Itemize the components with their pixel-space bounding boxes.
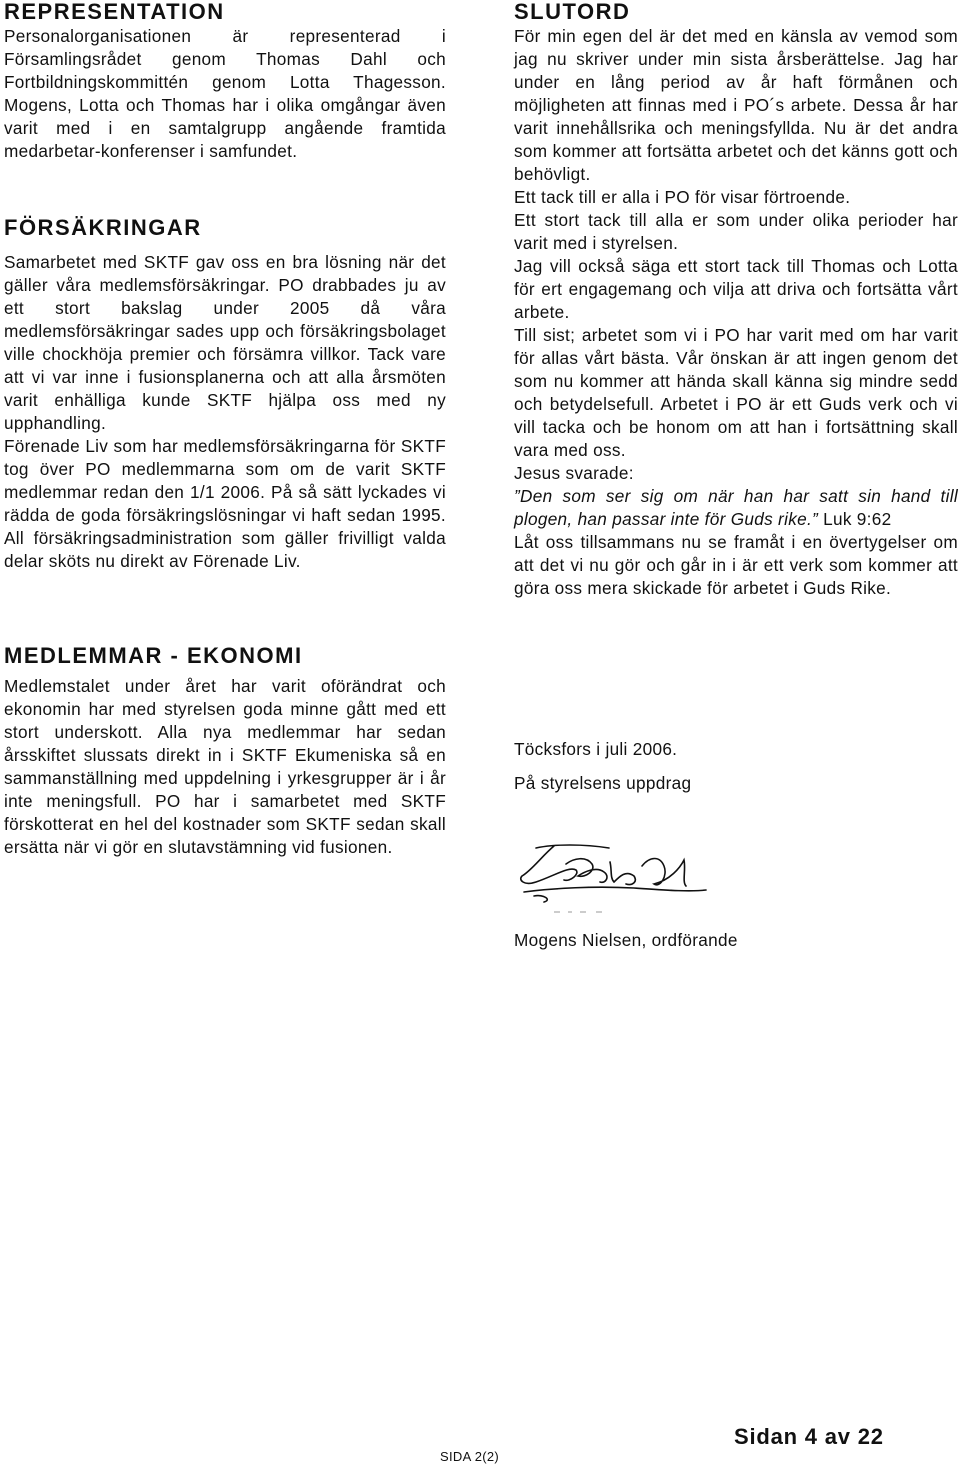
paragraph-jesus-svarade: Jesus svarade: bbox=[514, 463, 634, 483]
paragraph-forsakringar-2: Förenade Liv som har medlemsförsäkringarna för SKTF tog över PO medlemmarna som om de varit SKTF medlemmar redan den 1/1 2006. På så sätt lyckades vi rädda de goda försäkringslösningar vi haft sedan 1995. All försäkringsadministration som gäller frivilligt valda delar sköts nu direkt av Förenade Liv. bbox=[4, 436, 446, 571]
mandate-text: På styrelsens uppdrag bbox=[514, 773, 692, 793]
heading-medlemmar-ekonomi: MEDLEMMAR - EKONOMI bbox=[4, 643, 303, 668]
page-number-right: Sidan 4 av 22 bbox=[734, 1424, 884, 1449]
paragraph-representation: Personalorganisationen är representerad i Församlingsrådet genom Thomas Dahl och Fortbildningskommittén genom Lotta Thagesson. Mogens, Lotta och Thomas har i olika omgångar även varit med i en samtalgrupp angående framtida medarbetar-konferenser i samfundet. bbox=[4, 26, 446, 161]
heading-forsakringar: FÖRSÄKRINGAR bbox=[4, 215, 202, 240]
paragraph-slutord-4: Jag vill också säga ett stort tack till Thomas och Lotta för ert engagemang och vilja att driva och fortsätta vårt arbete. bbox=[514, 256, 958, 322]
paragraph-slutord-5: Till sist; arbetet som vi i PO har varit med om har varit för allas vårt bästa. Vår önskan är att ingen genom det som nu kommer att hända skall känna sig mindre sedd och betydelsefull. Arbetet i PO är ett Guds verk och vi vill tacka och be honom om att han i fortsättning skall vara med oss. bbox=[514, 325, 958, 460]
paragraph-forsakringar-1: Samarbetet med SKTF gav oss en bra lösning när det gäller våra medlemsförsäkringar. PO drabbades ju av ett stort bakslag under 2005 då våra medlemsförsäkringar sades upp och försäkringsbolaget ville chockhöja premier och försämra villkor. Tack vare att vi var inne i fusionsplanerna och att alla årsmöten varit enhälliga kunde SKTF hjälpa oss med ny upphandling. bbox=[4, 252, 446, 433]
place-date: Töcksfors i juli 2006. bbox=[514, 739, 678, 759]
paragraph-bible-quote bbox=[514, 485, 958, 531]
bible-reference: Luk 9:62 bbox=[818, 509, 892, 529]
paragraph-slutord-2: Ett tack till er alla i PO för visar förtroende. bbox=[514, 187, 851, 207]
heading-representation: REPRESENTATION bbox=[4, 0, 225, 24]
signature-image bbox=[514, 836, 714, 916]
heading-slutord: SLUTORD bbox=[514, 0, 631, 24]
paragraph-slutord-3: Ett stort tack till alla er som under olika perioder har varit med i styrelsen. bbox=[514, 210, 958, 253]
paragraph-medlemmar-ekonomi: Medlemstalet under året har varit oförändrat och ekonomin har med styrelsen goda minne gått med ett stort underskott. Alla nya medlemmar har sedan årsskiftet slussats direkt in i SKTF Ekumeniska så en sammanställning med uppdelning i yrkesgrupper är i år inte meningsfull. PO har i samarbetet med SKTF förskotterat en hel del kostnader som SKTF sedan skall ersätta när vi gör en slutavstämning vid fusionen. bbox=[4, 676, 446, 857]
section-forsakringar bbox=[4, 215, 446, 573]
section-slutord bbox=[514, 0, 958, 600]
paragraph-slutord-1: För min egen del är det med en känsla av vemod som jag nu skriver under min sista årsberättelse. Jag har under en lång period av år haft förmånen och möjligheten att finnas med i PO´s arbete. Dessa år har varit innehållsrika och meningsfyllda. Nu är det andra som kommer att fortsätta arbetet och det känns gott och behövligt. bbox=[514, 26, 958, 184]
paragraph-slutord-6: Låt oss tillsammans nu se framåt i en övertygelser om att det vi nu gör och går in i är ett verk som kommer att göra oss mera skickade för arbetet i Guds Rike. bbox=[514, 532, 958, 598]
signer-name: Mogens Nielsen, ordförande bbox=[514, 930, 738, 950]
section-medlemmar-ekonomi bbox=[4, 643, 446, 859]
page-number-center: SIDA 2(2) bbox=[440, 1449, 500, 1464]
bible-quote-text: ”Den som ser sig om när han har satt sin hand till plogen, han passar inte för Guds rike.” bbox=[514, 486, 958, 529]
section-representation bbox=[4, 0, 446, 163]
